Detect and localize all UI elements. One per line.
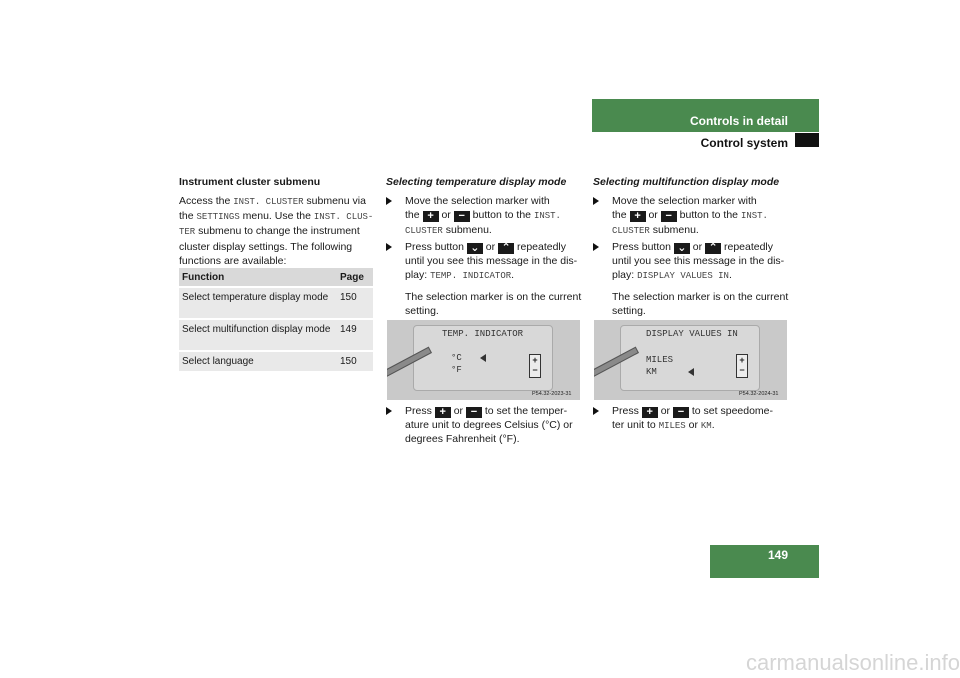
plus-minus-icon: + − bbox=[736, 354, 748, 378]
col3-step-2: Press button ⌄ or ⌃ repeatedly until you see this message in the dis- play: DISPLAY VALUES IN. The selection marker is on the current setting. bbox=[593, 240, 812, 318]
multifunction-display-illustration bbox=[594, 320, 787, 400]
function-table bbox=[179, 268, 373, 373]
table-header-row bbox=[179, 268, 373, 287]
selection-marker-icon bbox=[688, 368, 694, 376]
bullet-icon bbox=[593, 243, 599, 251]
col2-step-2: Press button ⌄ or ⌃ repeatedly until you see this message in the dis- play: TEMP. INDICATOR. The selection marker is on the current setting. bbox=[386, 240, 605, 318]
table-cell-page: 150 bbox=[337, 351, 373, 372]
plus-key-icon: + bbox=[630, 211, 646, 222]
section-title: Controls in detail bbox=[689, 114, 788, 128]
bullet-icon bbox=[386, 243, 392, 251]
bullet-icon bbox=[386, 407, 392, 415]
display-option-2: KM bbox=[646, 367, 657, 377]
plus-key-icon: + bbox=[642, 407, 658, 418]
col2-step-1: Move the selection marker with the + or − button to the INST. CLUSTER submenu. bbox=[386, 194, 605, 239]
display-option-1: °C bbox=[451, 353, 462, 363]
minus-key-icon: − bbox=[454, 211, 470, 222]
col2-heading: Selecting temperature display mode bbox=[386, 176, 567, 188]
subsection-title: Control system bbox=[700, 136, 788, 150]
table-header-function: Function bbox=[179, 268, 337, 287]
minus-key-icon: − bbox=[466, 407, 482, 418]
bullet-icon bbox=[593, 407, 599, 415]
plus-minus-icon: + − bbox=[529, 354, 541, 378]
table-header-page: Page bbox=[337, 268, 373, 287]
col1-paragraph: Access the INST. CLUSTER submenu via the SETTINGS menu. Use the INST. CLUS- TER submenu to change the instrument cluster display settings. The following functions are available: bbox=[179, 195, 374, 267]
image-code: P54.32-2023-31 bbox=[532, 391, 572, 397]
display-title: TEMP. INDICATOR bbox=[442, 329, 524, 339]
display-title: DISPLAY VALUES IN bbox=[646, 329, 738, 339]
table-row bbox=[179, 287, 373, 319]
display-option-1: MILES bbox=[646, 355, 674, 365]
col1-heading: Instrument cluster submenu bbox=[179, 176, 321, 188]
temp-display-illustration bbox=[387, 320, 580, 400]
header-marker bbox=[795, 133, 819, 147]
down-key-icon: ⌄ bbox=[674, 243, 690, 254]
page-number: 149 bbox=[767, 548, 788, 562]
minus-key-icon: − bbox=[661, 211, 677, 222]
col3-heading: Selecting multifunction display mode bbox=[593, 176, 780, 188]
bullet-icon bbox=[386, 197, 392, 205]
display-option-2: °F bbox=[451, 365, 462, 375]
down-key-icon: ⌄ bbox=[467, 243, 483, 254]
bullet-icon bbox=[593, 197, 599, 205]
watermark: carmanualsonline.info bbox=[745, 650, 960, 675]
table-cell-function: Select temperature display mode bbox=[179, 287, 337, 319]
plus-key-icon: + bbox=[435, 407, 451, 418]
image-code: P54.32-2024-31 bbox=[739, 391, 779, 397]
table-cell-function: Select multifunction display mode bbox=[179, 319, 337, 351]
col3-step-3: Press + or − to set speedome- ter unit to MILES or KM. bbox=[593, 404, 812, 433]
plus-key-icon: + bbox=[423, 211, 439, 222]
minus-key-icon: − bbox=[673, 407, 689, 418]
table-row bbox=[179, 351, 373, 372]
table-cell-page: 149 bbox=[337, 319, 373, 351]
table-cell-page: 150 bbox=[337, 287, 373, 319]
col3-step-1: Move the selection marker with the + or − button to the INST. CLUSTER submenu. bbox=[593, 194, 812, 239]
col2-step-3: Press + or − to set the temper- ature unit to degrees Celsius (°C) or degrees Fahrenheit (°F). bbox=[386, 404, 605, 447]
up-key-icon: ⌃ bbox=[705, 243, 721, 254]
selection-marker-icon bbox=[480, 354, 486, 362]
table-row bbox=[179, 319, 373, 351]
table-cell-function: Select language bbox=[179, 351, 337, 372]
up-key-icon: ⌃ bbox=[498, 243, 514, 254]
